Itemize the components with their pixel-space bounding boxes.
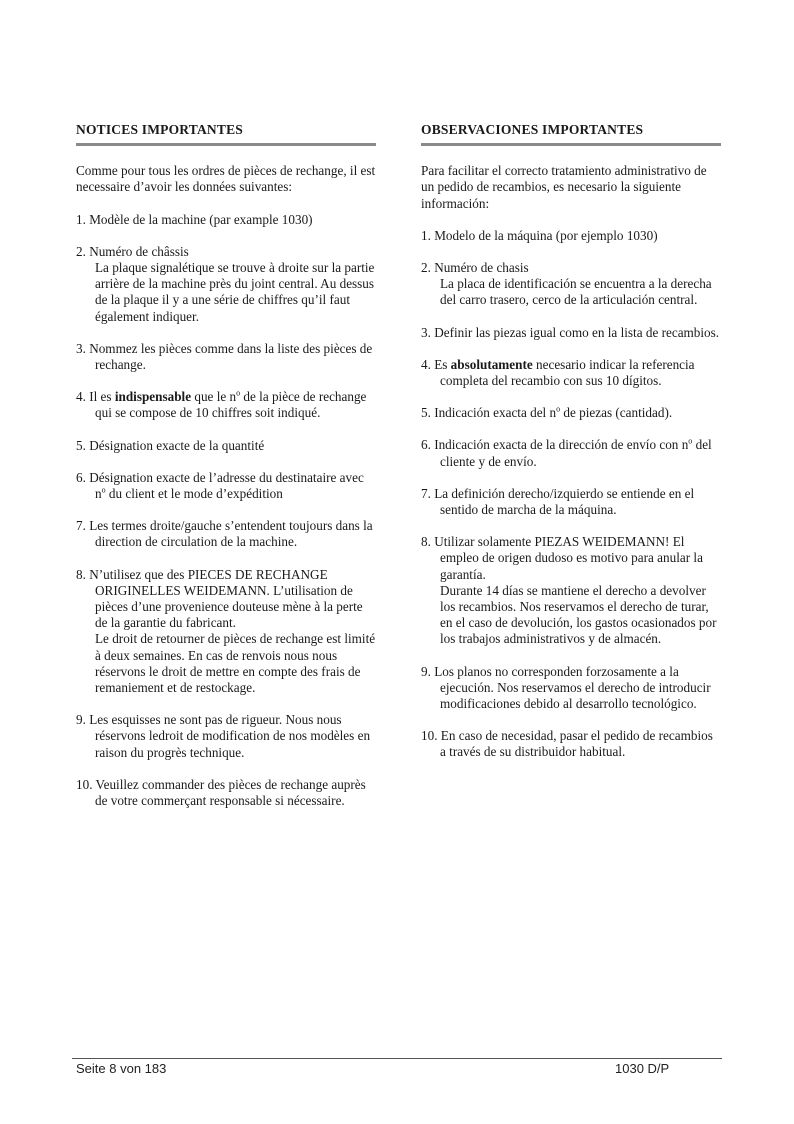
fr-item-2: 2. Numéro de châssis La plaque signalétique se trouve à droite sur la partie arrière de la machine près du joint central. Au dessus de la plaque il y a une série de chiffres qu’il faut également indiquer. xyxy=(76,243,375,324)
document-code: 1030 D/P xyxy=(615,1061,670,1076)
spanish-column xyxy=(421,122,721,777)
es-item-4: 4. Es absolutamente necesario indicar la referencia completa del recambio con sus 10 dígitos. xyxy=(421,356,695,389)
es-item-5: 5. Indicación exacta del $n^o$ de piezas (cantidad). xyxy=(421,404,673,421)
fr-item-9: 9. Les esquisses ne sont pas de rigueur. Nous nous réservons ledroit de modification de nos modèles en raison du progrès technique. xyxy=(76,712,371,760)
es-item-1: 1. Modelo de la máquina (por ejemplo 1030) xyxy=(421,227,658,243)
footer-divider xyxy=(72,1058,722,1059)
es-item-10: 10. En caso de necesidad, pasar el pedido de recambios a través de su distribuidor habitual. xyxy=(421,728,713,760)
fr-item-5: 5. Désignation exacte de la quantité xyxy=(76,437,265,453)
spanish-heading: OBSERVACIONES IMPORTANTES xyxy=(421,122,721,146)
french-intro: Comme pour tous les ordres de pièces de rechange, il est necessaire d’avoir les données suivantes: xyxy=(76,163,376,195)
fr-item-7: 7. Les termes droite/gauche s’entendent toujours dans la direction de circulation de la machine. xyxy=(76,518,373,550)
es-item-3: 3. Definir las piezas igual como en la lista de recambios. xyxy=(421,324,720,340)
es-item-9: 9. Los planos no corresponden forzosamente a la ejecución. Nos reservamos el derecho de introducir modificaciones debido al desarrollo tecnológico. xyxy=(421,663,711,712)
fr-item-6: 6. Désignation exacte de l’adresse du destinataire avec $n^o$ du client et le mode d’expédition xyxy=(76,469,364,502)
fr-item-10: 10. Veuillez commander des pièces de rechange auprès de votre commerçant responsable si nécessaire. xyxy=(76,776,366,809)
fr-item-1: 1. Modèle de la machine (par example 1030) xyxy=(76,211,313,227)
es-item-6: 6. Indicación exacta de la dirección de envío con $n^o$ del cliente y de envío. xyxy=(421,437,712,469)
es-item-7: 7. La definición derecho/izquierdo se entiende en el sentido de marcha de la máquina. xyxy=(421,485,695,518)
french-column xyxy=(76,122,376,825)
fr-item-8: 8. N’utilisez que des PIECES DE RECHANGE ORIGINELLES WEIDEMANN. L’utilisation de pièces d’une provenience douteuse mène à la perte de la garantie du fabricant. Le droit de retourner de pièces de rechange est limité à deux semaines. En cas de renvois nous nous réservons le droit de mettre en compte des frais de remaniement et de restockage. xyxy=(76,566,376,696)
fr-item-4: 4. Il es indispensable que le $n^o$ de la pièce de rechange qui se compose de 10 chiffres soit indiqué. xyxy=(76,388,367,421)
spanish-intro: Para facilitar el correcto tratamiento administrativo de un pedido de recambios, es necesario la siguiente información: xyxy=(421,163,707,211)
page-number: Seite 8 von 183 xyxy=(76,1061,167,1076)
es-item-8: 8. Utilizar solamente PIEZAS WEIDEMANN! El empleo de origen dudoso es motivo para anular la garantía. Durante 14 días se mantiene el derecho a devolver los recambios. Nos reservamos el derecho de turar, en el caso de devolución, los gastos ocasionados por los trabajos administrativos y de almacén. xyxy=(421,534,717,647)
es-item-2: 2. Numéro de chasis La placa de identificación se encuentra a la derecha del carro trasero, cerco de la articulación central. xyxy=(421,260,712,308)
french-heading: NOTICES IMPORTANTES xyxy=(76,122,376,146)
fr-item-3: 3. Nommez les pièces comme dans la liste des pièces de rechange. xyxy=(76,340,373,373)
